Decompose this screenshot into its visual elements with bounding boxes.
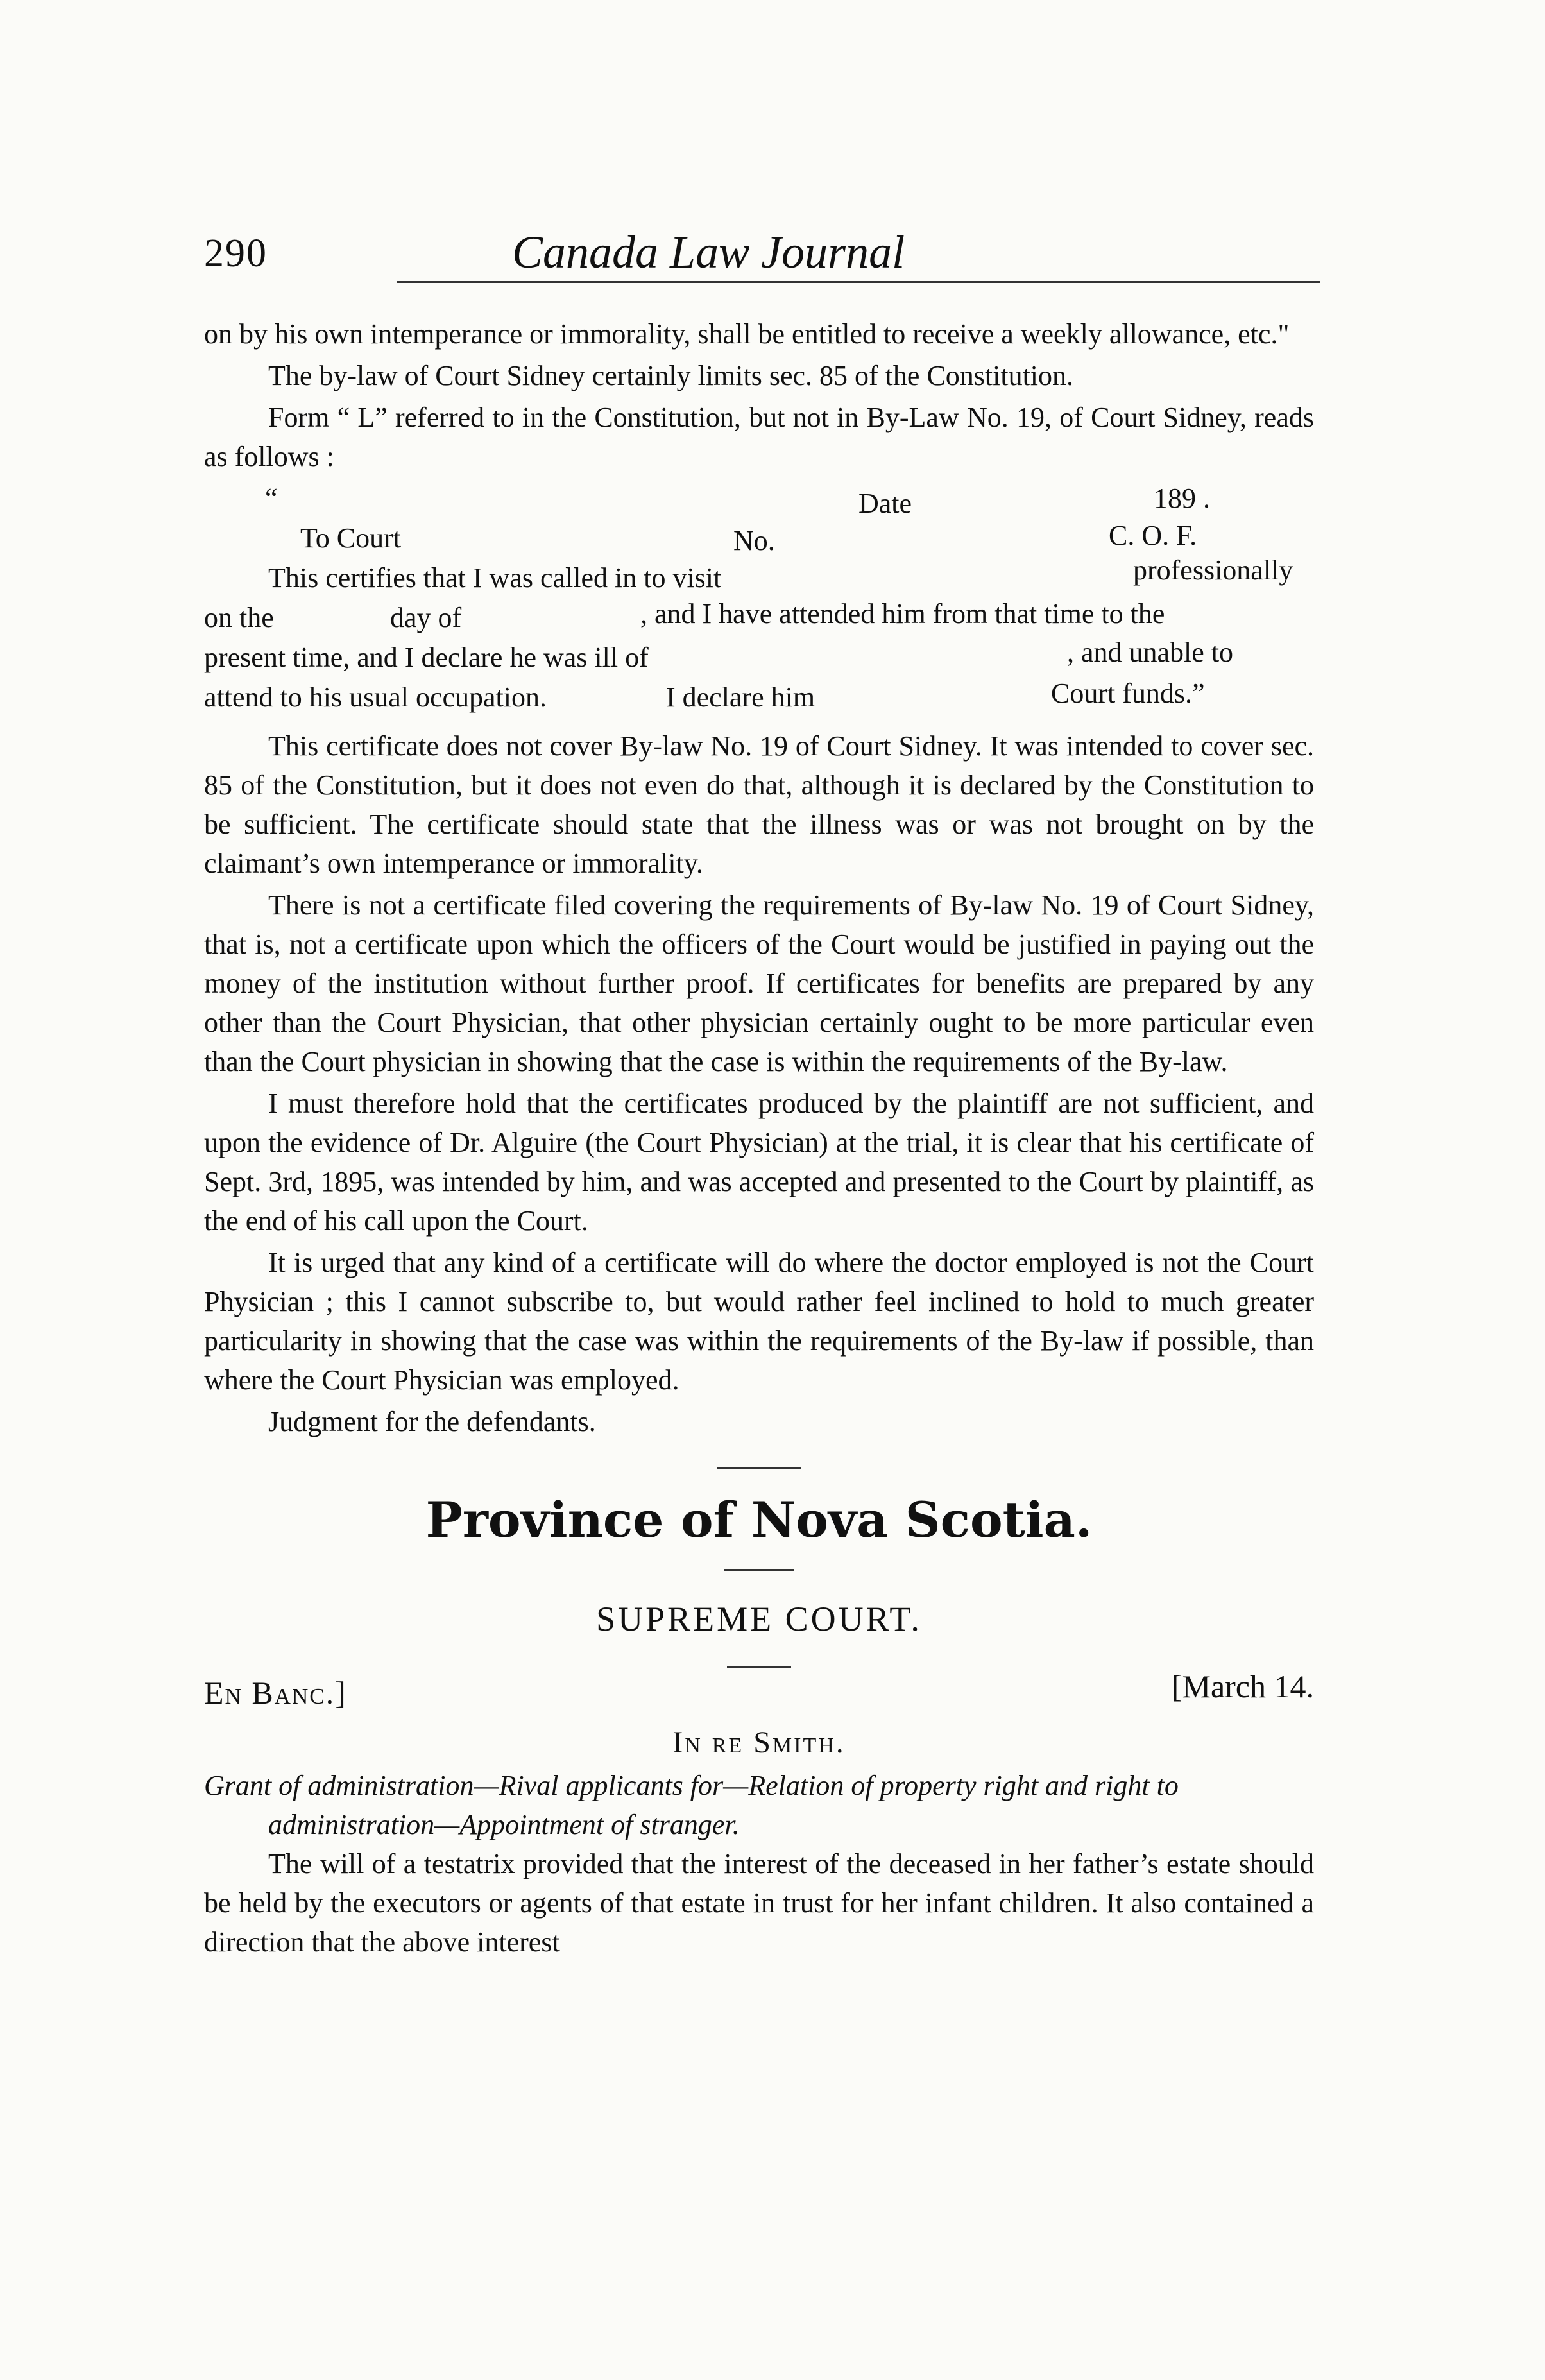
paragraph: There is not a certificate filed covering the requirements of By-law No. 19 of Court Sidney, that is, not a certificate upon which the officers of the Court would be justified in paying out the money of the institution without further proof. If certificates for benefits are prepared by any other than the Court Physician, that other physician certainly ought to be more particular even than the Court physician in showing that the case is within the requirements of the By-law.	[204, 889, 1314, 1077]
form-to-court: To Court	[300, 522, 402, 554]
court-row	[204, 1661, 1314, 1718]
form-no: No.	[733, 525, 775, 556]
form-court-funds: Court funds.”	[1051, 678, 1205, 709]
form-professionally: professionally	[1133, 554, 1293, 586]
header-rule	[397, 281, 1320, 283]
paragraph: This certificate does not cover By-law No. 19 of Court Sidney. It was intended to cover sec. 85 of the Constitution, but it does not even do that, although it is declared by the Constitution to be sufficient. The certificate should state that the illness was or was not brought on by the claimant’s own intemperance or immorality.	[204, 730, 1314, 879]
paragraph: The will of a testatrix provided that the interest of the deceased in her father’s estate should be held by the executors or agents of that estate in trust for her infant children. It also contained a direction that the above interest	[204, 1848, 1314, 1958]
headnote: Grant of administration—Rival applicants for—Relation of property right and right to administration—Appointment of stranger.	[204, 1770, 1179, 1840]
form-attended: , and I have attended him from that time to the	[640, 598, 1165, 629]
en-banc-label: En Banc.]	[204, 1675, 347, 1711]
form-date-label: Date	[858, 488, 912, 519]
running-header	[204, 227, 1320, 289]
form-cof: C. O. F.	[1109, 520, 1197, 551]
court-heading: SUPREME COURT.	[596, 1600, 922, 1638]
paragraph: I must therefore hold that the certificates produced by the plaintiff are not sufficient, and upon the evidence of Dr. Alguire (the Court Physician) at the trial, it is clear that his certificate of Sept. 3rd, 1895, was intended by him, and was accepted and presented to the Court by plaintiff, as the end of his call upon the Court.	[204, 1088, 1314, 1237]
paragraph: on by his own intemperance or immorality, shall be entitled to receive a weekly allowance, etc."	[204, 318, 1290, 350]
certificate-form	[204, 479, 1314, 717]
section-divider	[724, 1569, 794, 1571]
section-divider	[727, 1666, 791, 1668]
paragraph: Judgment for the defendants.	[268, 1406, 596, 1437]
decision-date: [March 14.	[1171, 1668, 1314, 1704]
form-attend: attend to his usual occupation.	[204, 681, 547, 713]
open-quote: “	[265, 483, 278, 514]
paragraph: It is urged that any kind of a certificate will do where the doctor employed is not the Court Physician ; this I cannot subscribe to, but would rather feel inclined to hold to much greater particularity in showing that the case was within the requirements of the By-law if possible, than where the Court Physician was employed.	[204, 1247, 1314, 1396]
page-number: 290	[204, 232, 268, 275]
province-heading: Province of Nova Scotia.	[425, 1491, 1093, 1548]
case-title: In re Smith.	[672, 1725, 846, 1759]
form-present-time: present time, and I declare he was ill of	[204, 642, 649, 673]
paragraph: The by-law of Court Sidney certainly limits sec. 85 of the Constitution.	[268, 360, 1074, 391]
form-year: 189 .	[1154, 483, 1210, 514]
form-unable: , and unable to	[1067, 637, 1234, 668]
article-body	[204, 314, 1314, 1964]
form-declare-him: I declare him	[666, 681, 815, 713]
form-day-of: day of	[390, 602, 462, 633]
form-on-the: on the	[204, 602, 274, 633]
journal-title: Canada Law Journal	[512, 227, 905, 278]
form-certifies: This certifies that I was called in to visit	[268, 562, 722, 594]
section-divider	[717, 1467, 801, 1469]
paragraph: Form “ L” referred to in the Constitution, but not in By-Law No. 19, of Court Sidney, reads as follows :	[204, 402, 1314, 472]
